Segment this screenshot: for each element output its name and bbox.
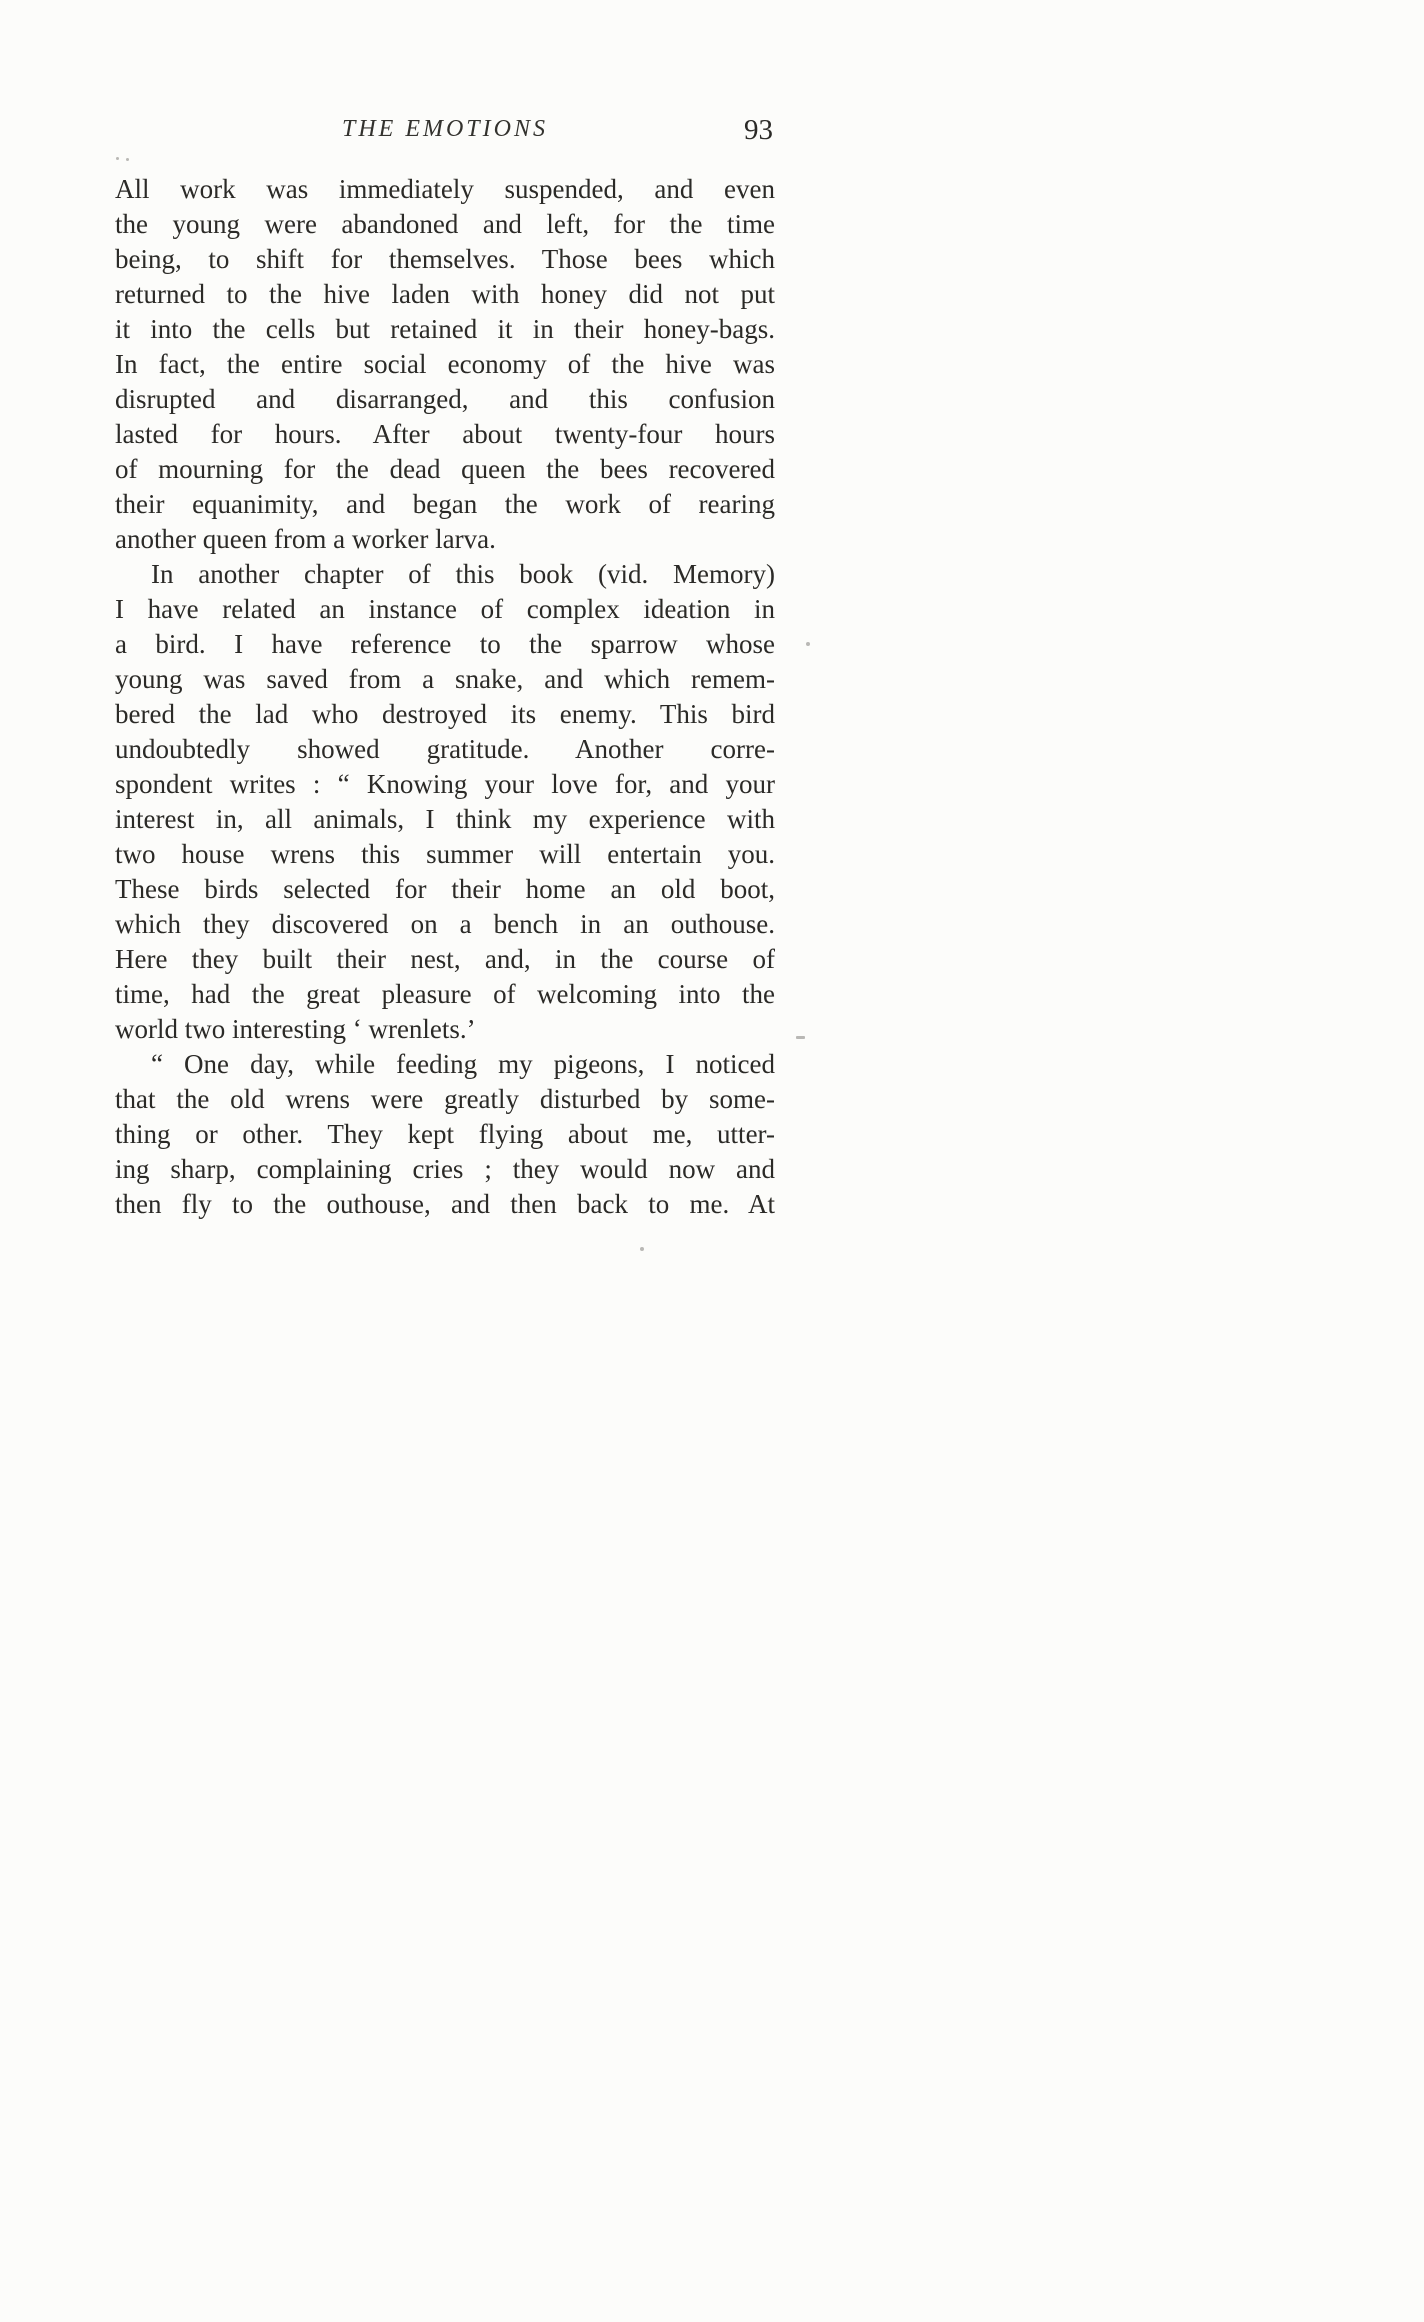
text-line: disrupted and disarranged, and this confusion (115, 384, 775, 414)
text-line: These birds selected for their home an old boot, (115, 874, 775, 904)
text-line: that the old wrens were greatly disturbed by some- (115, 1084, 775, 1114)
text-line: Here they built their nest, and, in the course of (115, 944, 775, 974)
page-header (115, 116, 775, 156)
paragraph (115, 557, 775, 1047)
text-line: “ One day, while feeding my pigeons, I noticed (151, 1049, 775, 1079)
text-line: spondent writes : “ Knowing your love for, and your (115, 769, 775, 799)
text-line: young was saved from a snake, and which remem- (115, 664, 775, 694)
text-line: returned to the hive laden with honey did not put (115, 279, 775, 309)
page-body (115, 172, 775, 1222)
text-line: In fact, the entire social economy of the hive was (115, 349, 775, 379)
text-line: interest in, all animals, I think my experience with (115, 804, 775, 834)
text-line: of mourning for the dead queen the bees recovered (115, 454, 775, 484)
scan-speckle (126, 158, 129, 161)
text-line: All work was immediately suspended, and even (115, 174, 775, 204)
text-line: a bird. I have reference to the sparrow whose (115, 629, 775, 659)
scan-speckle (116, 157, 119, 160)
text-line: I have related an instance of complex ideation in (115, 594, 775, 624)
text-line: then fly to the outhouse, and then back to me. At (115, 1189, 775, 1219)
text-line: ing sharp, complaining cries ; they would now and (115, 1154, 775, 1184)
text-line: another queen from a worker larva. (115, 524, 496, 554)
text-line: thing or other. They kept flying about me, utter- (115, 1119, 775, 1149)
paragraph (115, 172, 775, 557)
paragraph (115, 1047, 775, 1222)
text-line: which they discovered on a bench in an outhouse. (115, 909, 775, 939)
text-line: the young were abandoned and left, for the time (115, 209, 775, 239)
text-line: In another chapter of this book (vid. Memory) (151, 559, 775, 589)
text-line: it into the cells but retained it in their honey-bags. (115, 314, 775, 344)
text-line: undoubtedly showed gratitude. Another corre- (115, 734, 775, 764)
text-line: two house wrens this summer will entertain you. (115, 839, 775, 869)
scan-speckle (796, 1036, 805, 1039)
text-line: their equanimity, and began the work of rearing (115, 489, 775, 519)
running-title: THE EMOTIONS (341, 116, 548, 142)
text-line: bered the lad who destroyed its enemy. This bird (115, 699, 775, 729)
text-line: time, had the great pleasure of welcoming into the (115, 979, 775, 1009)
scan-speckle (806, 642, 810, 646)
text-line: lasted for hours. After about twenty-four hours (115, 419, 775, 449)
scan-speckle (640, 1247, 644, 1251)
text-line: world two interesting ‘ wrenlets.’ (115, 1014, 476, 1044)
text-line: being, to shift for themselves. Those bees which (115, 244, 775, 274)
page-number: 93 (744, 114, 773, 146)
